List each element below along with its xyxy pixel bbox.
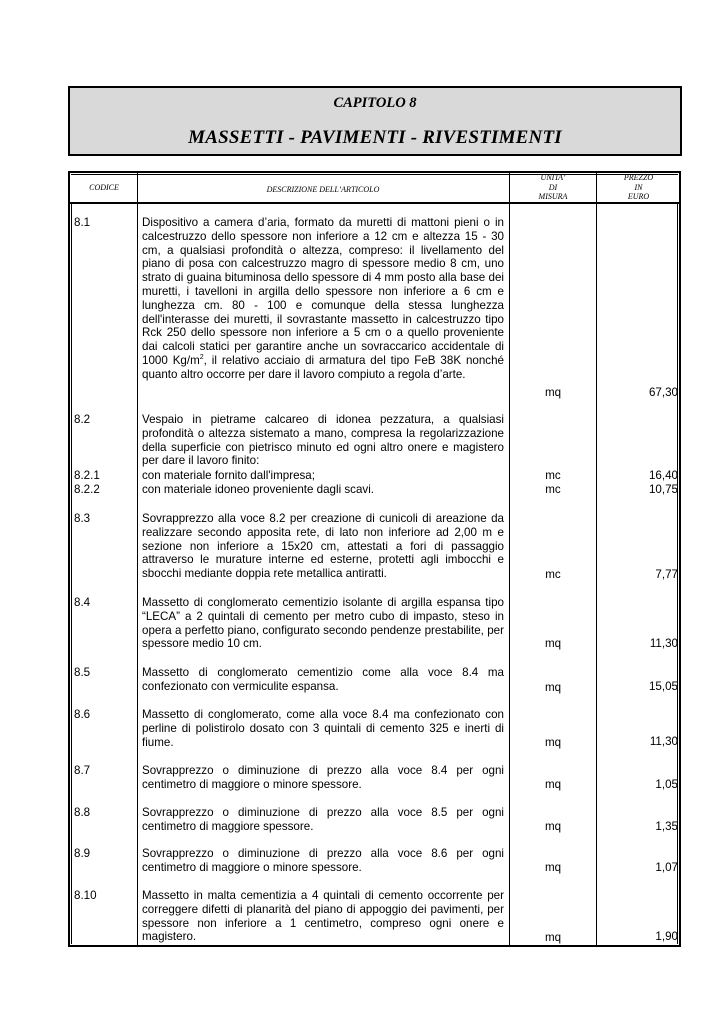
header-price-line: EURO — [627, 192, 650, 201]
item-description — [142, 216, 504, 382]
item-unit: mq — [544, 778, 562, 791]
item-description-text: , il relativo acciaio di armatura del tipo FeB 38K nonché quanto altro occorre per dare il lavoro compiuto a regola d’arte. — [142, 353, 504, 381]
chapter-title: MASSETTI - PAVIMENTI - RIVESTIMENTI — [188, 127, 562, 148]
item-price: 10,75 — [648, 483, 678, 496]
item-unit: mq — [544, 820, 562, 833]
superscript: 2 — [199, 354, 204, 362]
header-price-line: PREZZO — [623, 173, 654, 182]
item-description: Sovrapprezzo o diminuzione di prezzo alla voce 8.4 per ogni centimetro di maggiore o minore spessore. — [142, 764, 504, 791]
column-divider-code — [137, 171, 138, 947]
item-description: Vespaio in pietrame calcareo di idonea pezzatura, a qualsiasi profondità o altezza sistemato a mano, compresa la regolarizzazione della superficie con pietrisco minuto ed ogni altro onere e magistero per dare il lavoro finito: — [142, 413, 504, 468]
item-description: Massetto di conglomerato cementizio isolante di argilla espansa tipo “LECA” a 2 quintali di cemento per metro cubo di impasto, steso in opera a perfetto piano, configurato secondo pendenze prestabilite, per spessore medio 10 cm. — [142, 596, 504, 651]
header-price — [597, 173, 680, 202]
item-description: Massetto di conglomerato cementizio come alla voce 8.4 ma confezionato con vermiculite espansa. — [142, 666, 504, 693]
item-unit: mq — [544, 681, 562, 694]
item-unit: mq — [544, 736, 562, 749]
item-price: 11,30 — [649, 637, 678, 650]
item-unit: mq — [544, 861, 562, 874]
item-code: 8.2 — [74, 413, 91, 426]
item-unit: mq — [544, 637, 562, 650]
item-price: 67,30 — [648, 386, 678, 399]
item-code: 8.7 — [74, 764, 91, 777]
item-unit: mc — [545, 483, 561, 496]
header-price-line: IN — [634, 182, 643, 192]
chapter-label: CAPITOLO 8 — [333, 95, 417, 111]
item-description: Massetto di conglomerato, come alla voce 8.4 ma confezionato con perline di polistirolo dosato con 3 quintali di cemento 325 e inerti di fiume. — [142, 708, 504, 749]
header-unit-line: UNITA’ — [540, 173, 566, 182]
item-code: 8.1 — [74, 216, 91, 229]
header-unit-line: MISURA — [538, 192, 568, 201]
item-description: Massetto in malta cementizia a 4 quintali di cemento occorrente per correggere difetti di planarità del piano di appoggio dei pavimenti, per spessore non inferiore a 1 centimetro, compreso ogni onere e magistero. — [142, 889, 504, 944]
header-unit — [510, 173, 596, 202]
item-description: con materiale idoneo proveniente dagli scavi. — [142, 483, 375, 496]
header-description: DESCRIZIONE DELL’ARTICOLO — [266, 185, 380, 194]
header-unit-line: DI — [548, 182, 558, 192]
item-code: 8.8 — [74, 806, 91, 819]
item-price: 16,40 — [648, 469, 678, 482]
item-price: 1,90 — [655, 930, 678, 943]
item-unit: mc — [545, 469, 561, 482]
column-divider-description — [509, 171, 510, 947]
item-code: 8.2.1 — [74, 469, 100, 482]
item-code: 8.6 — [74, 708, 91, 721]
item-code: 8.3 — [74, 512, 91, 525]
item-code: 8.9 — [74, 847, 91, 860]
item-price: 15,05 — [648, 680, 678, 693]
item-description: Sovrapprezzo o diminuzione di prezzo alla voce 8.5 per ogni centimetro di maggiore spessore. — [142, 806, 504, 833]
item-description: Sovrapprezzo alla voce 8.2 per creazione di cunicoli di areazione da realizzare secondo apposita rete, di lato non inferiore ad 2,00 m e sezione non inferiore a 15x20 cm, attestati a fori di passaggio attraverso le murature interne ed esterne, protetti agli imbocchi e sbocchi mediante doppia rete metallica antiratti. — [142, 512, 504, 581]
item-price: 1,35 — [655, 820, 678, 833]
item-code: 8.2.2 — [74, 483, 100, 496]
column-divider-unit — [596, 171, 597, 947]
item-price: 1,07 — [655, 861, 678, 874]
item-description: Sovrapprezzo o diminuzione di prezzo alla voce 8.6 per ogni centimetro di maggiore o minore spessore. — [142, 847, 504, 874]
item-unit: mq — [544, 931, 562, 944]
item-unit: mc — [545, 568, 561, 581]
header-code: CODICE — [89, 183, 119, 192]
item-code: 8.4 — [74, 596, 91, 609]
item-price: 1,05 — [655, 778, 678, 791]
item-code: 8.5 — [74, 666, 91, 679]
item-description-text: Dispositivo a camera d’aria, formato da muretti di mattoni pieni o in calcestruzzo dello spessore non inferiore a 12 cm e altezza 15 - 30 cm, a qualsiasi profondità o altezza, compreso: il livellamento del piano di posa con calcestruzzo magro di spessore medio 8 cm, uno strato di guaina bituminosa dello spessore di 4 mm posto alla base dei muretti, i tavelloni in argilla dello spessore non inferiore a 6 cm e lunghezza cm. 80 - 100 e comunque della stessa lunghezza dell'interasse dei muretti, il sovrastante massetto in calcestruzzo tipo Rck 250 dello spessore non inferiore a 5 cm o a quello proveniente dai calcoli statici per garantire anche un sovraccarico accidentale di 1000 Kg/m — [142, 216, 504, 367]
item-unit: mq — [544, 386, 562, 399]
item-description: con materiale fornito dall'impresa; — [142, 469, 315, 482]
header-separator — [68, 202, 681, 204]
chapter-title-box — [68, 86, 682, 156]
item-code: 8.10 — [74, 889, 97, 902]
table-inner-left-line — [71, 203, 72, 944]
item-price: 7,77 — [655, 568, 678, 581]
item-price: 11,30 — [649, 735, 678, 748]
